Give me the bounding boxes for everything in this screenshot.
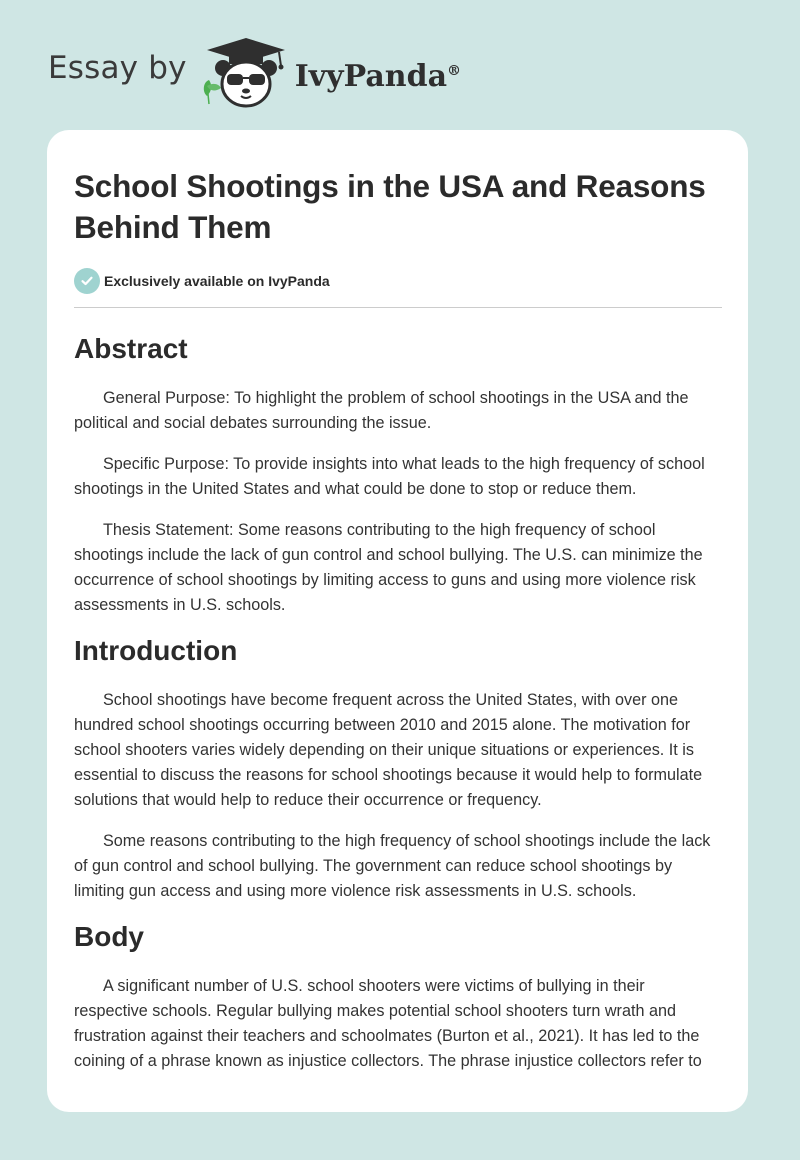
paragraph: Specific Purpose: To provide insights into what leads to the high frequency of school shootings in the United States and what could be done to stop or reduce them. [74,455,705,498]
body-heading: Body [74,921,144,952]
abstract-heading: Abstract [74,333,188,364]
brand-prefix: Essay by [48,50,187,86]
paragraph: General Purpose: To highlight the problem of school shootings in the USA and the political and social debates surrounding the issue. [74,389,689,432]
abstract-section [74,332,722,618]
paragraph: Some reasons contributing to the high frequency of school shootings include the lack of gun control and school bullying. The government can reduce school shootings by limiting gun access and using more violence risk assessments in U.S. schools. [74,832,711,900]
body-section [74,920,722,1074]
divider [74,307,722,308]
check-icon [74,268,100,294]
exclusive-badge [74,268,722,294]
exclusive-badge-label: Exclusively available on IvyPanda [104,273,330,289]
introduction-section [74,634,722,904]
introduction-heading: Introduction [74,635,238,666]
panda-logo-icon[interactable] [201,36,291,112]
site-header [48,36,461,112]
paragraph: Thesis Statement: Some reasons contributing to the high frequency of school shootings include the lack of gun control and school bullying. The U.S. can minimize the occurrence of school shootings by limiting access to guns and using more violence risk assessments in U.S. schools. [74,521,703,614]
page-title: School Shootings in the USA and Reasons Behind Them [74,168,706,245]
paragraph: School shootings have become frequent across the United States, with over one hundred school shootings occurring between 2010 and 2015 alone. The motivation for school shooters varies widely depending on their unique situations or experiences. It is essential to discuss the reasons for school shootings because it would help to formulate solutions that would help to reduce their occurrence or frequency. [74,691,703,809]
essay-card [47,130,748,1112]
paragraph: A significant number of U.S. school shooters were victims of bullying in their respective schools. Regular bullying makes potential school shooters turn wrath and frustration against their teachers and schoolmates (Burton et al., 2021). It has led to the coining of a phrase known as injustice collectors. The phrase injustice collectors refer to [74,977,702,1070]
brand-name[interactable]: IvyPanda® [294,58,462,94]
